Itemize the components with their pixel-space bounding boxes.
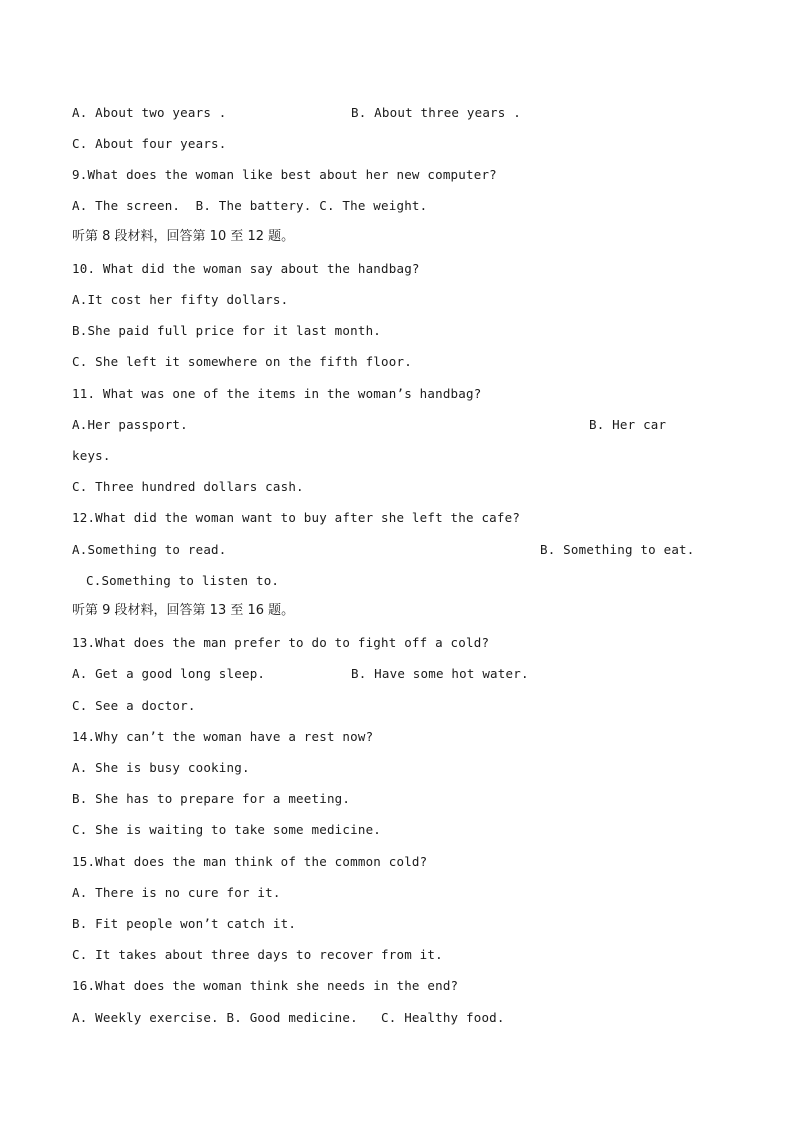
q15-option-a: A. There is no cure for it. xyxy=(72,885,281,900)
q10-option-b: B.She paid full price for it last month. xyxy=(72,323,382,338)
q14-option-c: C. She is waiting to take some medicine. xyxy=(72,822,382,837)
q15-question: 15.What does the man think of the common cold? xyxy=(72,854,428,869)
q14-option-a: A. She is busy cooking. xyxy=(72,760,250,775)
q15-option-b: B. Fit people won’t catch it. xyxy=(72,916,297,931)
section-9-heading: 听第 9 段材料，回答第 13 至 16 题。 xyxy=(72,603,295,618)
q10-option-a: A.It cost her fifty dollars. xyxy=(72,292,289,307)
q8-option-a: A. About two years . xyxy=(72,105,227,120)
q13-option-c: C. See a doctor. xyxy=(72,698,196,713)
q16-options: A. Weekly exercise. B. Good medicine. C. Healthy food. xyxy=(72,1010,505,1025)
q14-option-b: B. She has to prepare for a meeting. xyxy=(72,791,351,806)
q11-option-a: A.Her passport. xyxy=(72,417,188,432)
q13-option-b: B. Have some hot water. xyxy=(351,666,529,681)
q11-option-c: C. Three hundred dollars cash. xyxy=(72,479,304,494)
q9-question: 9.What does the woman like best about her new computer? xyxy=(72,167,497,182)
q15-option-c: C. It takes about three days to recover from it. xyxy=(72,947,443,962)
q9-options: A. The screen. B. The battery. C. The weight. xyxy=(72,198,428,213)
q13-question: 13.What does the man prefer to do to fight off a cold? xyxy=(72,635,490,650)
q12-option-a: A.Something to read. xyxy=(72,542,227,557)
section-8-heading: 听第 8 段材料，回答第 10 至 12 题。 xyxy=(72,229,295,244)
q16-question: 16.What does the woman think she needs in the end? xyxy=(72,978,459,993)
q10-question: 10. What did the woman say about the handbag? xyxy=(72,261,420,276)
q12-question: 12.What did the woman want to buy after she left the cafe? xyxy=(72,510,521,525)
q8-option-b: B. About three years . xyxy=(351,105,521,120)
q12-option-c: C.Something to listen to. xyxy=(86,573,280,588)
q12-option-b: B. Something to eat. xyxy=(540,542,695,557)
q8-option-c: C. About four years. xyxy=(72,136,227,151)
q13-option-a: A. Get a good long sleep. xyxy=(72,666,266,681)
q14-question: 14.Why can’t the woman have a rest now? xyxy=(72,729,374,744)
q10-option-c: C. She left it somewhere on the fifth floor. xyxy=(72,354,412,369)
q11-question: 11. What was one of the items in the woman’s handbag? xyxy=(72,386,482,401)
q11-option-b: B. Her car xyxy=(589,417,667,432)
q11-option-b-continued: keys. xyxy=(72,448,111,463)
